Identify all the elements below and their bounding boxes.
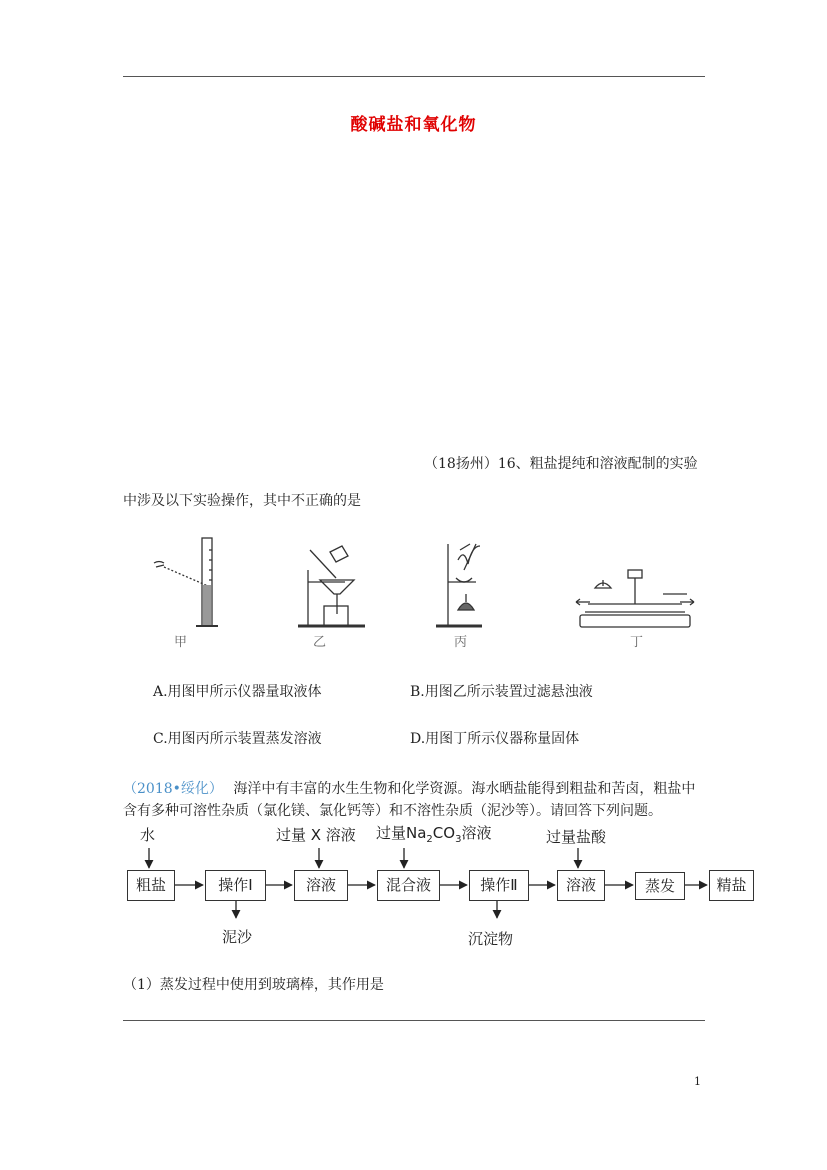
flow-box-evaporate: 蒸发: [635, 872, 685, 900]
option-b: B.用图乙所示装置过滤悬浊液: [410, 684, 593, 700]
fig-label-bing: 丙: [454, 635, 468, 650]
q16-line1: （18扬州）16、粗盐提纯和溶液配制的实验: [424, 456, 698, 472]
flow-reagent-na2co3: 过量$Na_2CO_3$溶液: [376, 824, 492, 845]
q2-line2: 含有多种可溶性杂质（氯化镁、氯化钙等）和不溶性杂质（泥沙等）。请回答下列问题。: [123, 803, 662, 819]
flow-reagent-x: 过量 X 溶液: [276, 826, 356, 844]
flow-box-solution-1: 溶液: [294, 870, 348, 901]
flow-box-crude-salt: 粗盐: [127, 870, 175, 901]
q2-sub1: （1）蒸发过程中使用到玻璃棒，其作用是: [123, 977, 384, 993]
fig-label-ding: 丁: [630, 635, 644, 650]
flow-box-operation-2: 操作Ⅱ: [469, 870, 529, 901]
q2-line1-text: 海洋中有丰富的水生生物和化学资源。海水晒盐能得到粗盐和苦卤，粗盐中: [233, 781, 696, 797]
flow-output-precipitate: 沉淀物: [468, 930, 514, 948]
flow-reagent-hcl: 过量盐酸: [546, 828, 607, 846]
page-title: 酸碱盐和氧化物: [350, 115, 477, 135]
fig-label-yi: 乙: [313, 635, 327, 650]
flow-box-operation-1: 操作Ⅰ: [205, 870, 266, 901]
flow-box-refined-salt: 精盐: [709, 870, 754, 901]
footer-rule: [123, 1020, 705, 1021]
page-number: 1: [694, 1075, 701, 1088]
flow-input-water: 水: [140, 826, 156, 844]
flow-box-solution-2: 溶液: [557, 870, 605, 901]
flow-box-mixture: 混合液: [377, 870, 440, 901]
option-a: A.用图甲所示仪器量取液体: [153, 684, 322, 700]
option-c: C.用图丙所示装置蒸发溶液: [153, 731, 322, 747]
fig-label-jia: 甲: [174, 635, 188, 650]
flow-output-sand: 泥沙: [222, 928, 253, 946]
q16-line2: 中涉及以下实验操作，其中不正确的是: [123, 493, 361, 509]
option-d: D.用图丁所示仪器称量固体: [410, 731, 580, 747]
q2-source: （2018•绥化）: [123, 781, 223, 797]
